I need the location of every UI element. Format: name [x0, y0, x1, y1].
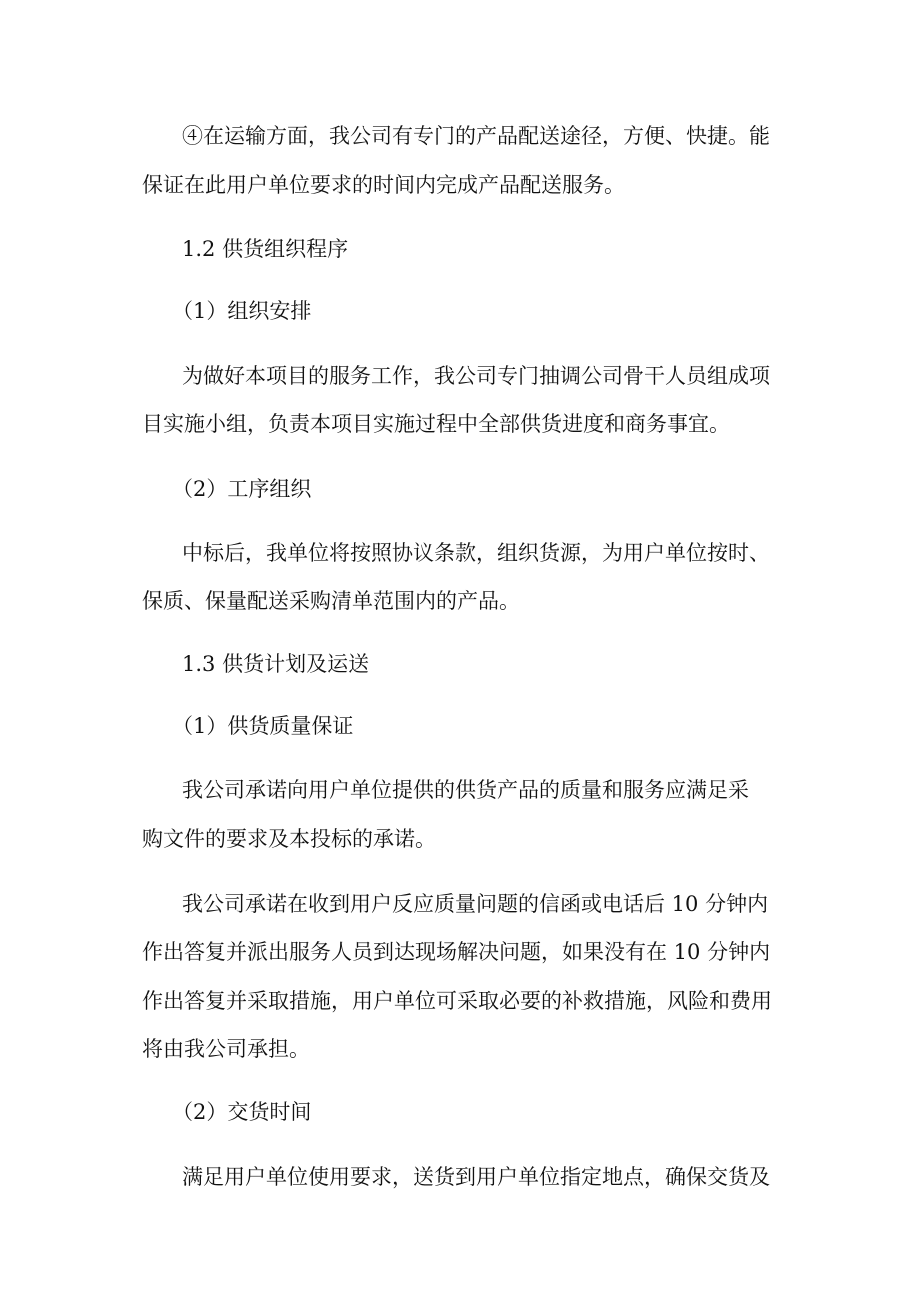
paragraph-line: 满足用户单位使用要求，送货到用户单位指定地点，确保交货及	[182, 1165, 770, 1189]
paragraph-line: 保质、保量配送采购清单范围内的产品。	[142, 589, 520, 613]
section-heading: 1.2 供货组织程序	[182, 237, 349, 261]
paragraph-line: ④在运输方面，我公司有专门的产品配送途径，方便、快捷。能	[182, 124, 770, 148]
subsection-heading: （1）供货质量保证	[172, 714, 354, 738]
paragraph-line: 作出答复并派出服务人员到达现场解决问题，如果没有在 10 分钟内	[142, 940, 771, 964]
section-heading: 1.3 供货计划及运送	[182, 652, 370, 676]
paragraph-line: 作出答复并采取措施，用户单位可采取必要的补救措施，风险和费用	[142, 989, 772, 1013]
subsection-heading: （1）组织安排	[172, 299, 312, 323]
paragraph-line: 目实施小组，负责本项目实施过程中全部供货进度和商务事宜。	[142, 412, 730, 436]
paragraph-line: 将由我公司承担。	[142, 1037, 310, 1061]
subsection-heading: （2）工序组织	[172, 477, 312, 501]
subsection-heading: （2）交货时间	[172, 1100, 312, 1124]
paragraph-line: 为做好本项目的服务工作，我公司专门抽调公司骨干人员组成项	[182, 364, 770, 388]
paragraph-line: 我公司承诺向用户单位提供的供货产品的质量和服务应满足采	[182, 778, 749, 802]
paragraph-line: 我公司承诺在收到用户反应质量问题的信函或电话后 10 分钟内	[182, 892, 769, 916]
paragraph-line: 中标后，我单位将按照协议条款，组织货源，为用户单位按时、	[182, 541, 770, 565]
paragraph-line: 保证在此用户单位要求的时间内完成产品配送服务。	[142, 173, 625, 197]
paragraph-line: 购文件的要求及本投标的承诺。	[142, 827, 436, 851]
